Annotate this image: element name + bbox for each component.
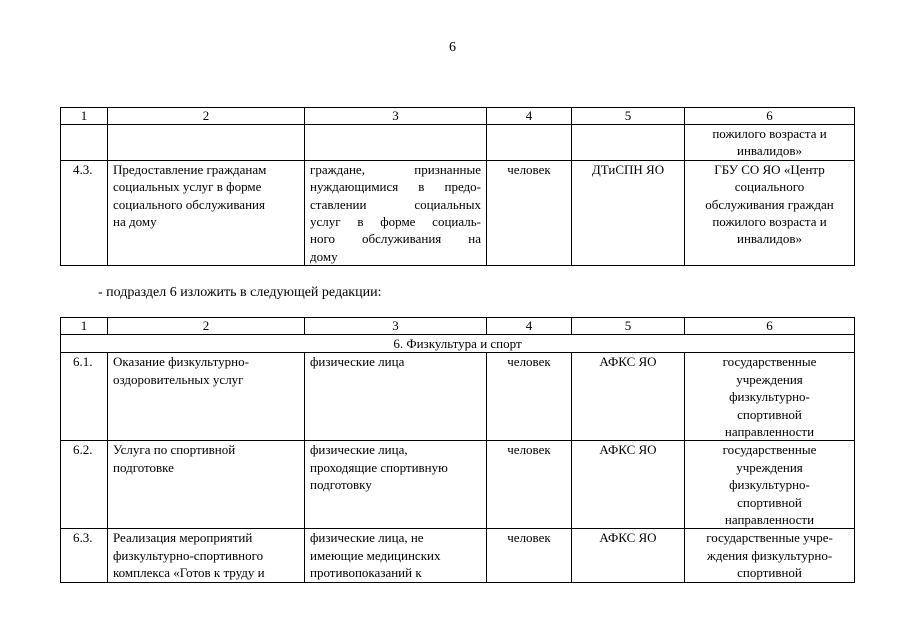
line: Предоставление гражданам: [113, 161, 267, 177]
table-row-continuation: [61, 125, 855, 161]
table-row-6-3: [61, 529, 855, 582]
page-number: 6: [449, 40, 456, 55]
line: спортивной: [737, 406, 802, 422]
line: направленности: [724, 424, 815, 440]
line: государственные: [722, 354, 817, 370]
cell-num: 6.2.: [61, 441, 108, 529]
cell-recipients: [305, 353, 487, 441]
cell-num: [61, 125, 108, 161]
cell-agency: АФКС ЯО: [572, 441, 685, 529]
line: противопоказаний к: [310, 565, 422, 581]
line: социального: [734, 179, 805, 195]
line: физкультурно-: [729, 477, 810, 493]
line: социальных услуг в форме: [113, 179, 262, 195]
cell-recipients: [305, 529, 487, 582]
line: оздоровительных услуг: [113, 371, 244, 387]
cell-service: [108, 125, 305, 161]
cell-agency: АФКС ЯО: [572, 353, 685, 441]
line: физкультурно-спортивного: [113, 547, 264, 563]
header-cell-4: 4: [487, 108, 572, 125]
bottom-table: [60, 317, 855, 583]
cell-provider: [685, 125, 855, 161]
cell-agency: ДТиСПН ЯО: [572, 160, 685, 265]
line: социального обслуживания: [113, 196, 265, 212]
line: физические лица,: [310, 442, 408, 458]
line: государственные учре-: [706, 530, 833, 546]
line: ставлении социальных: [310, 196, 481, 212]
top-table: [60, 107, 855, 266]
line: учреждения: [736, 459, 803, 475]
header-cell-5: 5: [572, 318, 685, 335]
cell-recipients: [305, 441, 487, 529]
section-title: 6. Физкультура и спорт: [61, 335, 855, 353]
line: физические лица, не: [310, 530, 424, 546]
line: пожилого возраста и: [712, 126, 827, 141]
cell-service: [108, 441, 305, 529]
line: услуг в форме социаль-: [310, 214, 481, 230]
line: учреждения: [736, 371, 803, 387]
line: Услуга по спортивной: [113, 442, 236, 458]
top-table-header-row: [61, 108, 855, 125]
bottom-table-header-row: [61, 318, 855, 335]
line: направленности: [724, 512, 815, 528]
line: имеющие медицинских: [310, 547, 441, 563]
cell-unit: человек: [487, 353, 572, 441]
line: государственные: [722, 442, 817, 458]
line: спортивной: [737, 565, 802, 581]
cell-recipients: [305, 160, 487, 265]
cell-provider: [685, 353, 855, 441]
cell-unit: человек: [487, 441, 572, 529]
line: подготовке: [113, 459, 174, 475]
line: дому: [310, 248, 338, 264]
cell-num: 6.1.: [61, 353, 108, 441]
line: на дому: [113, 214, 157, 230]
header-cell-5: 5: [572, 108, 685, 125]
header-cell-6: 6: [685, 108, 855, 125]
table-row-4-3: [61, 160, 855, 265]
cell-provider: [685, 160, 855, 265]
line: нуждающимися в предо-: [310, 179, 481, 195]
line: физкультурно-: [729, 389, 810, 405]
header-cell-1: 1: [61, 318, 108, 335]
header-cell-6: 6: [685, 318, 855, 335]
cell-agency: [572, 125, 685, 161]
line: ГБУ СО ЯО «Центр: [714, 161, 825, 177]
cell-unit: человек: [487, 160, 572, 265]
cell-service: [108, 353, 305, 441]
line: ждения физкультурно-: [706, 547, 833, 563]
cell-unit: человек: [487, 529, 572, 582]
header-cell-4: 4: [487, 318, 572, 335]
line: пожилого возраста и: [712, 214, 827, 230]
header-cell-3: 3: [305, 318, 487, 335]
line: комплекса «Готов к труду и: [113, 565, 265, 581]
cell-service: [108, 160, 305, 265]
line: обслуживания граждан: [705, 196, 834, 212]
cell-provider: [685, 529, 855, 582]
cell-service: [108, 529, 305, 582]
cell-recipients: [305, 125, 487, 161]
header-cell-3: 3: [305, 108, 487, 125]
line: Реализация мероприятий: [113, 530, 253, 546]
line: инвалидов»: [737, 143, 802, 159]
line: проходящие спортивную: [310, 459, 448, 475]
line: спортивной: [737, 494, 802, 510]
cell-num: 4.3.: [61, 160, 108, 265]
line: граждане, признанные: [310, 161, 481, 177]
cell-provider: [685, 441, 855, 529]
line: инвалидов»: [737, 231, 802, 247]
header-cell-1: 1: [61, 108, 108, 125]
cell-agency: АФКС ЯО: [572, 529, 685, 582]
cell-unit: [487, 125, 572, 161]
line: ного обслуживания на: [310, 231, 481, 247]
table-row-6-2: [61, 441, 855, 529]
section-title-row: [61, 335, 855, 353]
header-cell-2: 2: [108, 318, 305, 335]
table-row-6-1: [61, 353, 855, 441]
line: подготовку: [310, 477, 372, 493]
instruction-text: - подраздел 6 изложить в следующей редакции:: [98, 285, 382, 300]
cell-num: 6.3.: [61, 529, 108, 582]
header-cell-2: 2: [108, 108, 305, 125]
line: Оказание физкультурно-: [113, 354, 249, 370]
line: физические лица: [310, 354, 405, 370]
